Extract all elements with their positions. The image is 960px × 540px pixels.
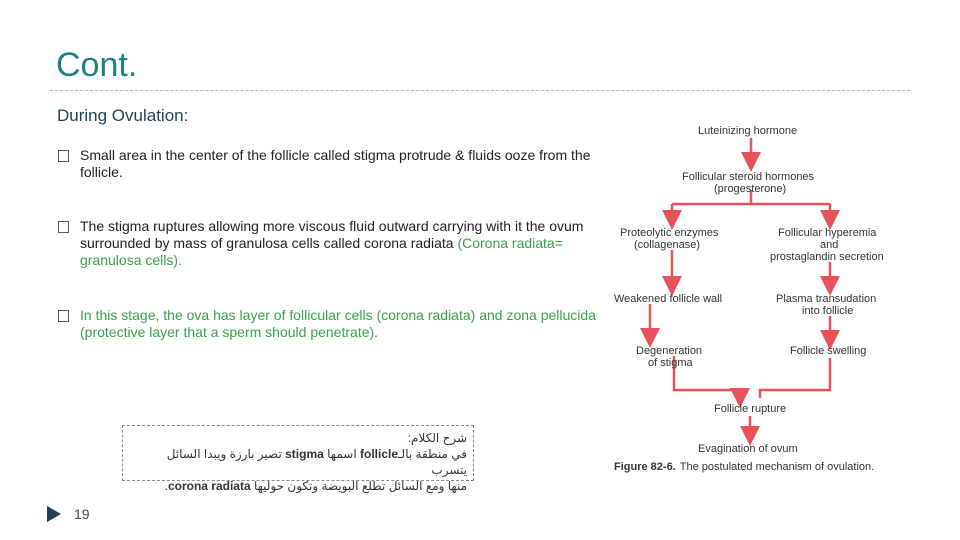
node-weakened-wall: Weakened follicle wall: [614, 293, 723, 305]
bullet-box-icon: [58, 221, 69, 233]
node-enzymes-line1: Proteolytic enzymes: [620, 227, 719, 239]
node-hyperemia-line3: prostaglandin secretion: [770, 251, 884, 263]
ovulation-mechanism-diagram: [610, 118, 910, 478]
node-follicle-rupture: Follicle rupture: [714, 403, 787, 415]
page-number: 19: [74, 506, 90, 522]
node-plasma-line1: Plasma transudation: [776, 293, 877, 305]
node-enzymes-line2: (collagenase): [634, 239, 701, 251]
figure-caption: Figure 82-6. The postulated mechanism of ovulation.: [614, 461, 875, 473]
title-divider: [50, 90, 910, 91]
node-plasma-line2: into follicle: [802, 305, 854, 317]
node-hyperemia-line1: Follicular hyperemia: [778, 227, 877, 239]
node-evagination: Evagination of ovum: [698, 443, 798, 455]
bullet-text-main: The stigma ruptures allowing more viscous fluid outward carrying with it the ovum surrounded by mass of granulosa cells called corona radiata: [80, 218, 584, 251]
arabic-explanation-box: [122, 425, 474, 493]
bullet-text: In this stage, the ova has layer of follicular cells (corona radiata) and zona pellucida (protective layer that a sperm should penetrate).: [80, 307, 596, 340]
note-line-1: في منطقة بالـfollicle اسمها stigma تصير بارزة ويبدا السائل يتسرب: [166, 447, 467, 477]
node-degeneration-line2: of stigma: [648, 357, 693, 369]
arrow-swell-rupture: [760, 358, 830, 398]
node-lh: Luteinizing hormone: [698, 125, 798, 137]
bullet-text: Small area in the center of the follicle called stigma protrude & fluids ooze from the follicle.: [80, 147, 591, 180]
note-line-2: منها ومع السائل تطلع البويضة وتكون حوليها corona radiata.: [164, 479, 467, 493]
bullet-item: [58, 218, 608, 269]
bullet-item: [58, 307, 608, 341]
bullet-text: [80, 218, 608, 269]
node-follicle-swelling: Follicle swelling: [790, 345, 867, 357]
node-steroid-line2: (progesterone): [714, 183, 787, 195]
page-marker-icon: [47, 506, 61, 522]
bullet-box-icon: [58, 310, 69, 322]
node-steroid-line1: Follicular steroid hormones: [682, 171, 815, 183]
slide-subtitle: During Ovulation:: [57, 106, 189, 125]
slide-title: Cont.: [56, 46, 138, 84]
bullet-item: [58, 147, 608, 181]
node-hyperemia-line2: and: [820, 239, 839, 251]
note-heading: شرح الكلام:: [407, 431, 467, 445]
node-degeneration-line1: Degeneration: [636, 345, 703, 357]
bullet-text-highlight: (Corona radiata= granulosa cells).: [80, 235, 563, 268]
bullet-box-icon: [58, 150, 69, 162]
